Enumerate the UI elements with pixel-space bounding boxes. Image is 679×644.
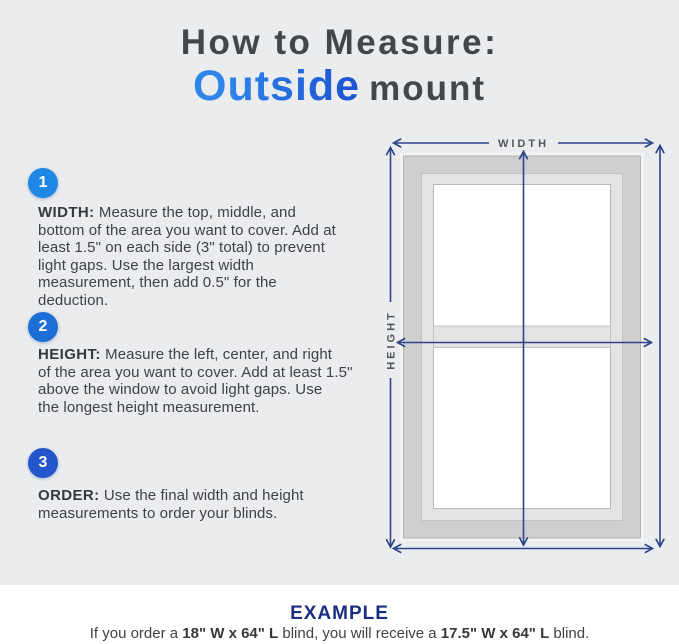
- step-1-text: WIDTH: Measure the top, middle, and bottom of the area you want to cover. Add at least 1.5" on each side (3" total) to prevent light gaps. Use the largest width measurement, then add 0.5" for the deduction.: [38, 204, 336, 309]
- height-label: HEIGHT: [385, 310, 398, 370]
- example-ordered-size: 18" W x 64" L: [182, 625, 279, 642]
- title-line1: How to Measure:: [180, 23, 499, 62]
- step-3-label: ORDER:: [38, 487, 100, 504]
- step-1-badge: 1: [28, 168, 58, 198]
- step-2-text: HEIGHT: Measure the left, center, and right of the area you want to cover. Add at least 1.5" above the window to avoid light gaps. Use the longest height measurement.: [38, 346, 353, 416]
- title-suffix: mount: [369, 69, 486, 108]
- step-1-label: WIDTH:: [38, 204, 95, 221]
- title-highlight: Outside: [193, 62, 361, 110]
- step-2-label: HEIGHT:: [38, 346, 101, 363]
- step-3-text: ORDER: Use the final width and height measurements to order your blinds.: [38, 487, 304, 522]
- step-3-badge: 3: [28, 448, 58, 478]
- example-received-size: 17.5" W x 64" L: [440, 625, 550, 642]
- width-label: WIDTH: [497, 138, 550, 150]
- window-meeting-rail: [434, 326, 611, 348]
- window-illustration: [402, 154, 643, 540]
- example-sentence: If you order a 18" W x 64" L blind, you will receive a 17.5" W x 64" L blind.: [89, 625, 590, 642]
- step-2-badge: 2: [28, 312, 58, 342]
- example-section: [0, 585, 679, 644]
- example-heading: EXAMPLE: [290, 603, 389, 624]
